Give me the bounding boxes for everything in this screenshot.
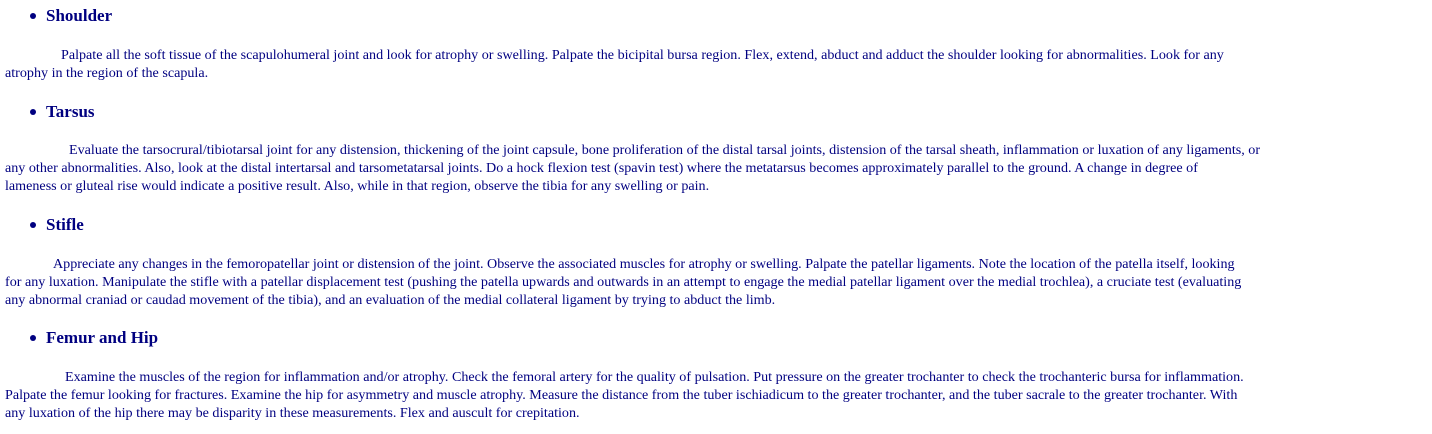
bullet-icon xyxy=(30,335,36,341)
paragraph-line: Palpate the femur looking for fractures. Examine the hip for asymmetry and muscle atrophy. Measure the distance from the tuber ischiadicum to the greater trochanter, and the tuber sacrale to the greater trochanter. With xyxy=(5,387,1238,403)
paragraph-femur-and-hip xyxy=(5,368,1423,422)
paragraph-line: Appreciate any changes in the femoropatellar joint or distension of the joint. Observe the associated muscles for atrophy or swelling. Palpate the patellar ligaments. Note the location of the patella itself, looking xyxy=(53,256,1235,272)
paragraph-shoulder xyxy=(5,46,1423,82)
paragraph-line: lameness or gluteal rise would indicate a positive result. Also, while in that region, observe the tibia for any swelling or pain. xyxy=(5,178,710,194)
heading-stifle: Stifle xyxy=(46,215,84,234)
bullet-icon xyxy=(30,222,36,228)
heading-shoulder: Shoulder xyxy=(46,6,113,25)
paragraph-line: for any luxation. Manipulate the stifle with a patellar displacement test (pushing the patella upwards and outwards in an attempt to engage the medial patellar ligament over the medial trochlea), a cruciate test (evaluating xyxy=(5,274,1242,290)
paragraph-stifle xyxy=(5,255,1423,309)
bullet-icon xyxy=(30,109,36,115)
heading-tarsus: Tarsus xyxy=(46,102,95,121)
heading-femur-and-hip: Femur and Hip xyxy=(46,328,159,347)
paragraph-line: any luxation of the hip there may be disparity in these measurements. Flex and auscult for crepitation. xyxy=(5,405,580,421)
paragraph-line: any other abnormalities. Also, look at the distal intertarsal and tarsometatarsal joints. Do a hock flexion test (spavin test) where the metatarsus becomes approximately parallel to the ground. A change in degree of xyxy=(5,160,1198,176)
paragraph-line: atrophy in the region of the scapula. xyxy=(5,65,209,81)
paragraph-line: Evaluate the tarsocrural/tibiotarsal joint for any distension, thickening of the joint capsule, bone proliferation of the distal tarsal joints, distension of the tarsal sheath, inflammation or luxation of any ligaments, or xyxy=(69,142,1261,158)
paragraph-line: any abnormal craniad or caudad movement of the tibia), and an evaluation of the medial collateral ligament by trying to abduct the limb. xyxy=(5,292,776,308)
bullet-icon xyxy=(30,13,36,19)
paragraph-line: Examine the muscles of the region for inflammation and/or atrophy. Check the femoral artery for the quality of pulsation. Put pressure on the greater trochanter to check the trochanteric bursa for inflammation. xyxy=(65,369,1244,385)
paragraph-tarsus xyxy=(5,141,1423,195)
paragraph-line: Palpate all the soft tissue of the scapulohumeral joint and look for atrophy or swelling. Palpate the bicipital bursa region. Flex, extend, abduct and adduct the shoulder looking for abnormalities. Look for any xyxy=(61,47,1224,63)
